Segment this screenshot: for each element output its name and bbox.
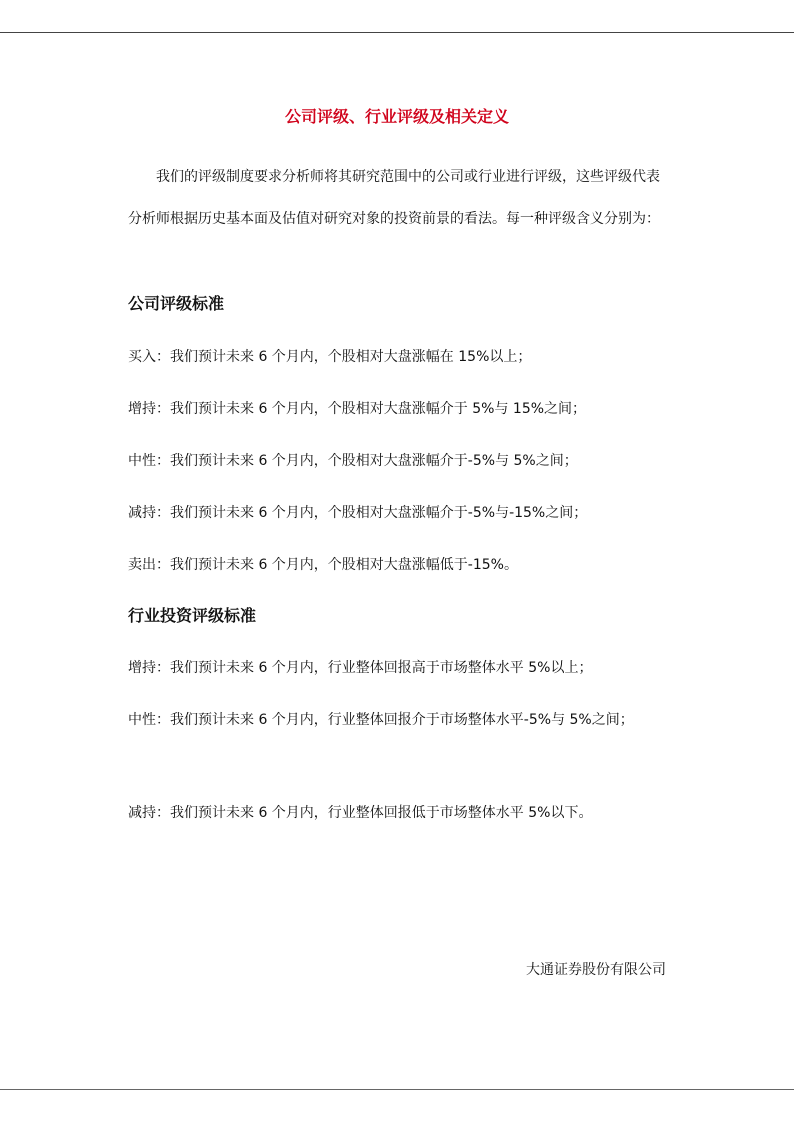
company-rating-overweight: 增持：我们预计未来 6 个月内，个股相对大盘涨幅介于 5%与 15%之间； [128, 401, 587, 417]
company-rating-underweight: 减持：我们预计未来 6 个月内，个股相对大盘涨幅介于-5%与-15%之间； [128, 505, 588, 521]
company-rating-neutral: 中性：我们预计未来 6 个月内，个股相对大盘涨幅介于-5%与 5%之间； [128, 453, 578, 469]
company-rating-heading: 公司评级标准 [128, 294, 225, 313]
company-name-footer: 大通证券股份有限公司 [526, 962, 666, 978]
header-rule [0, 32, 794, 33]
company-rating-sell: 卖出：我们预计未来 6 个月内，个股相对大盘涨幅低于-15%。 [128, 557, 518, 573]
industry-rating-overweight: 增持：我们预计未来 6 个月内，行业整体回报高于市场整体水平 5%以上； [128, 660, 593, 676]
industry-rating-heading: 行业投资评级标准 [128, 606, 257, 625]
company-rating-buy: 买入：我们预计未来 6 个月内，个股相对大盘涨幅在 15%以上； [128, 349, 532, 365]
industry-rating-underweight: 减持：我们预计未来 6 个月内，行业整体回报低于市场整体水平 5%以下。 [128, 805, 593, 821]
intro-paragraph: 我们的评级制度要求分析师将其研究范围中的公司或行业进行评级，这些评级代表分析师根据历史基本面及估值对研究对象的投资前景的看法。每一种评级含义分别为： [128, 169, 660, 227]
page-title: 公司评级、行业评级及相关定义 [284, 107, 509, 126]
footer-rule [0, 1089, 794, 1090]
industry-rating-neutral: 中性：我们预计未来 6 个月内，行业整体回报介于市场整体水平-5%与 5%之间； [128, 712, 634, 728]
